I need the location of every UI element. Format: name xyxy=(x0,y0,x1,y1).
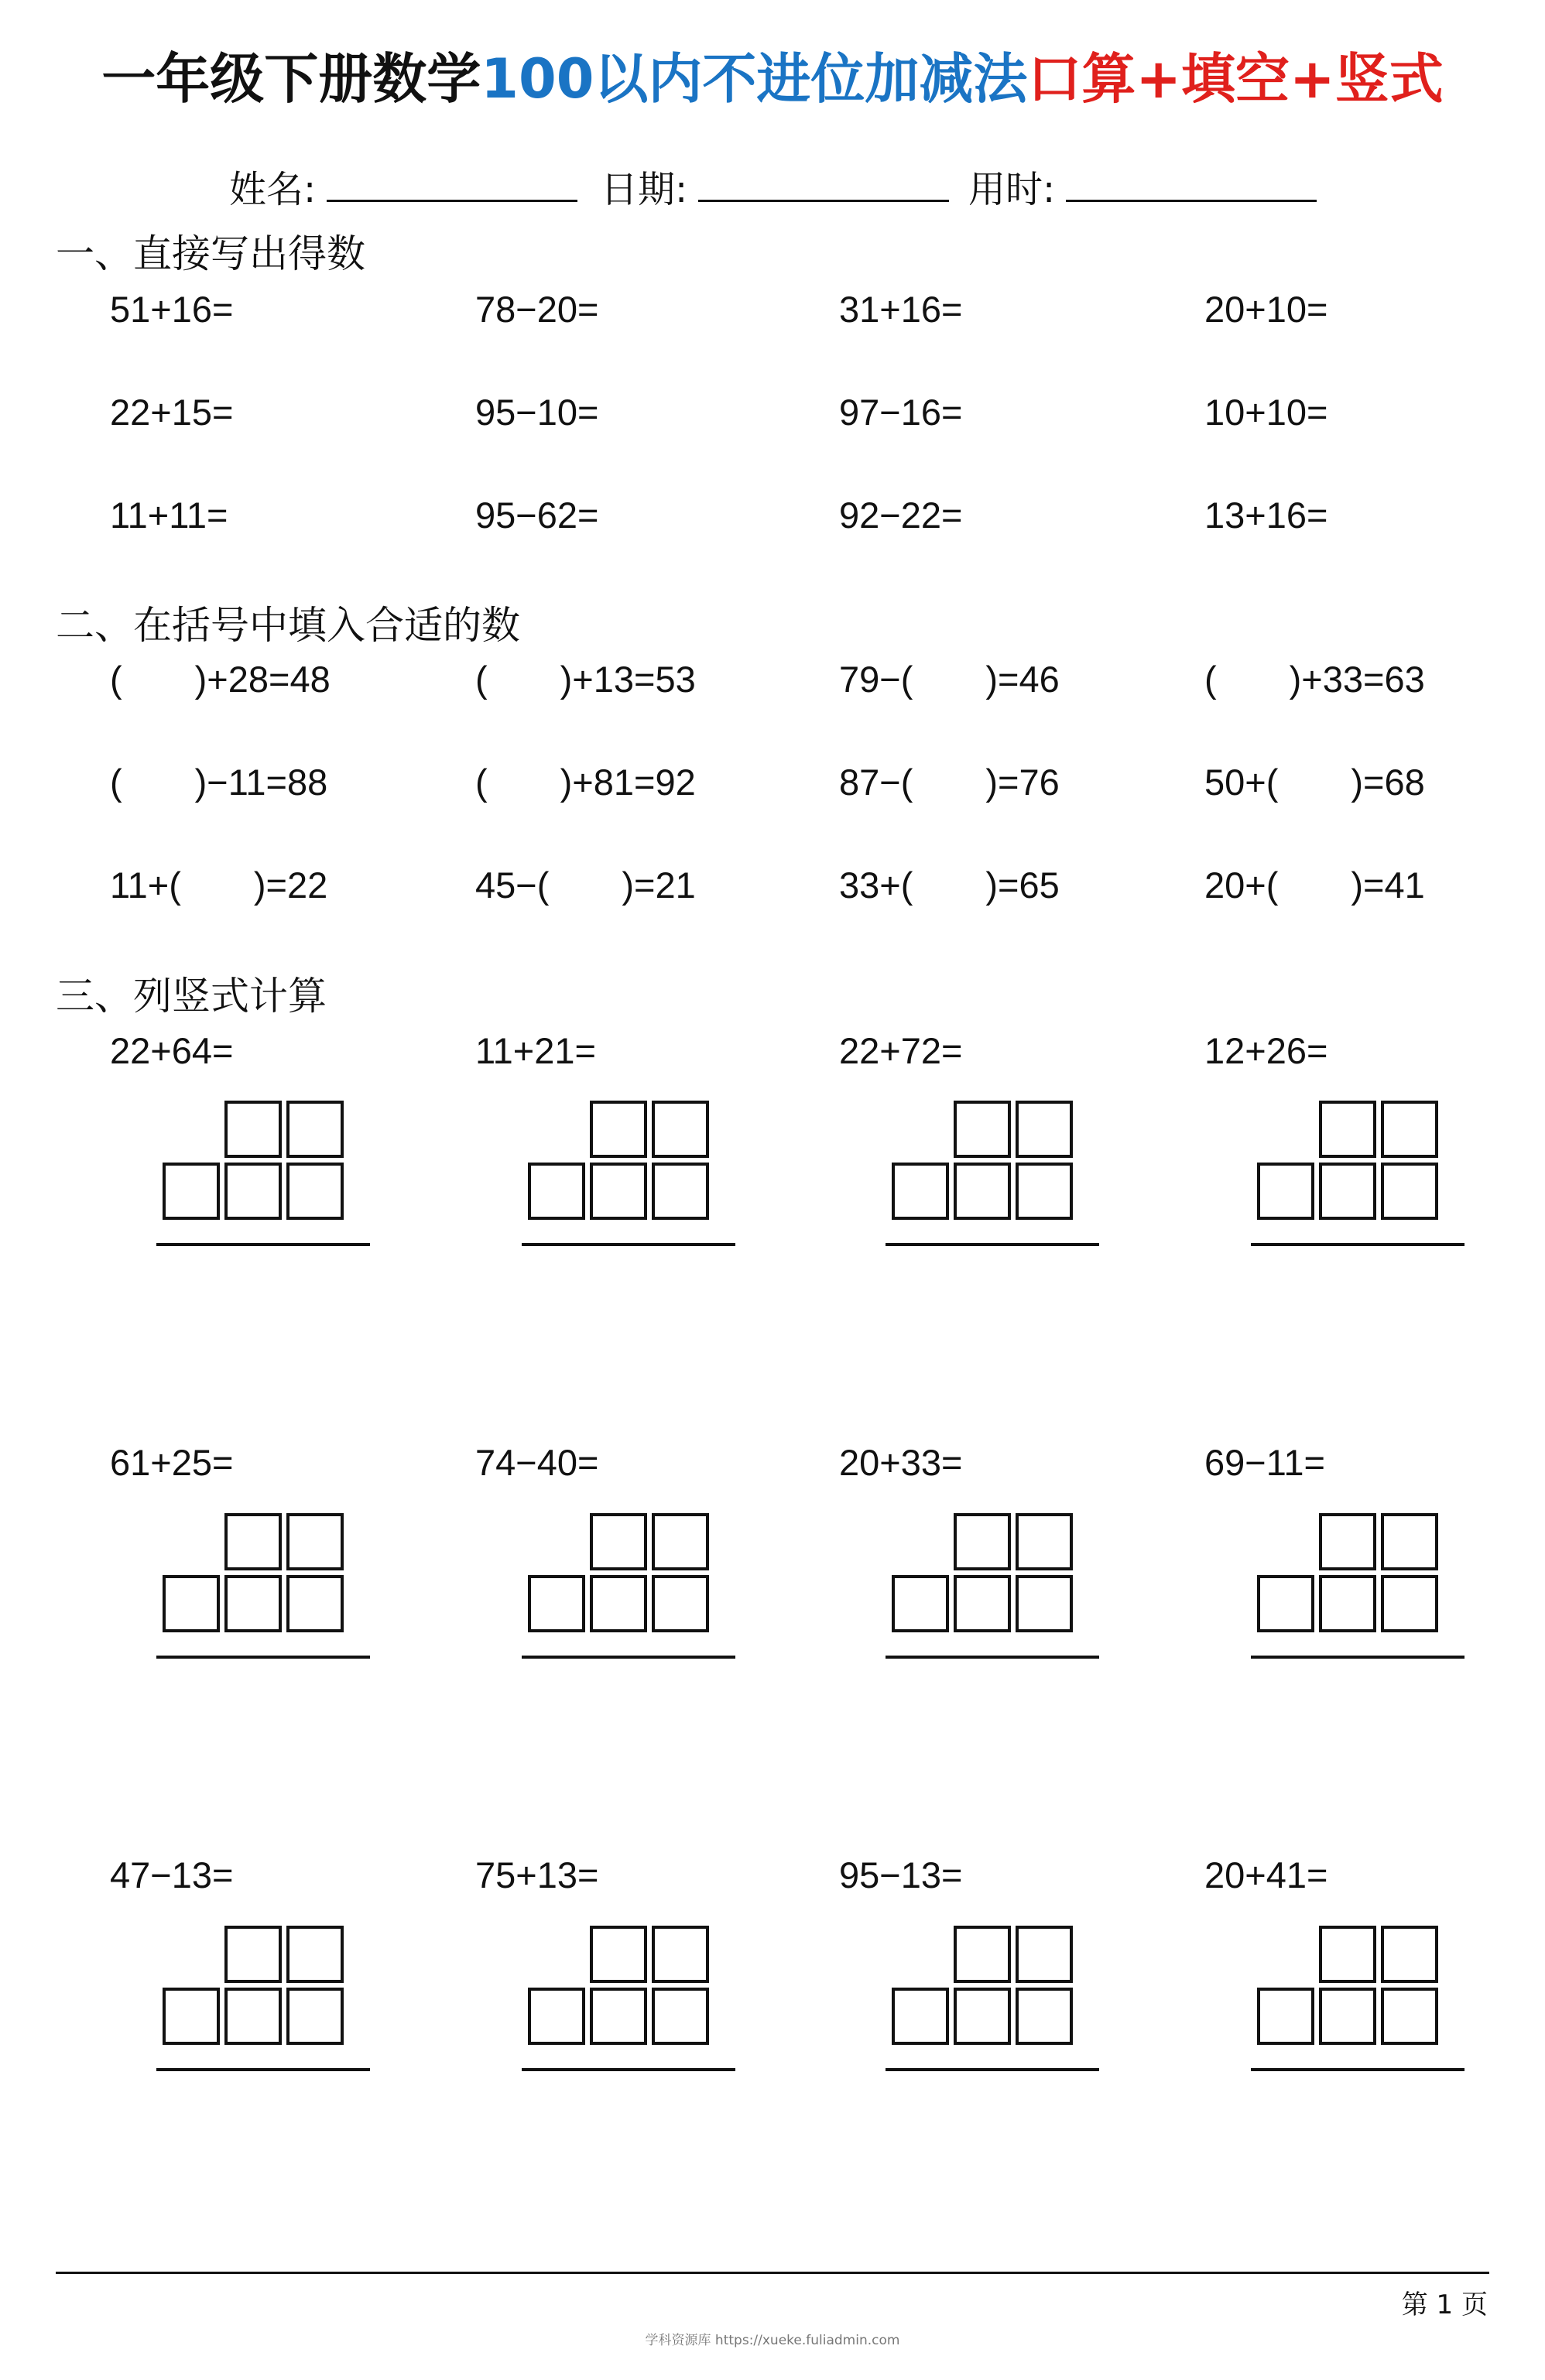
answer-box[interactable] xyxy=(528,1988,585,2045)
answer-box[interactable] xyxy=(1016,1988,1073,2045)
time-field[interactable] xyxy=(968,159,1317,217)
oral-problem: 20+10= xyxy=(1204,289,1328,330)
oral-problem: 92−22= xyxy=(839,495,963,536)
answer-box[interactable] xyxy=(224,1513,282,1570)
fill-blank-problem[interactable]: 79−( )=46 xyxy=(839,659,1060,700)
answer-box[interactable] xyxy=(1319,1101,1376,1158)
answer-box[interactable] xyxy=(224,1988,282,2045)
name-field[interactable] xyxy=(229,159,577,217)
answer-box[interactable] xyxy=(1319,1926,1376,1983)
vertical-problem: 11+21= xyxy=(475,1030,596,1071)
sum-line xyxy=(522,1656,735,1659)
fill-blank-problem[interactable]: 20+( )=41 xyxy=(1204,865,1425,906)
answer-box[interactable] xyxy=(163,1163,220,1220)
answer-box[interactable] xyxy=(1319,1163,1376,1220)
time-label: 用时: xyxy=(968,168,1056,211)
fill-blank-problem[interactable]: 33+( )=65 xyxy=(839,865,1060,906)
answer-box[interactable] xyxy=(528,1575,585,1632)
answer-box[interactable] xyxy=(590,1575,647,1632)
oral-problem: 11+11= xyxy=(110,495,228,536)
oral-problem: 13+16= xyxy=(1204,495,1328,536)
fill-blank-problem[interactable]: ( )+33=63 xyxy=(1204,659,1425,700)
date-blank-line[interactable] xyxy=(698,159,949,202)
answer-box[interactable] xyxy=(286,1163,344,1220)
answer-box[interactable] xyxy=(1381,1163,1438,1220)
answer-box[interactable] xyxy=(1016,1101,1073,1158)
time-blank-line[interactable] xyxy=(1066,159,1317,202)
answer-box[interactable] xyxy=(954,1926,1011,1983)
answer-box[interactable] xyxy=(163,1988,220,2045)
section-1-title: 一、直接写出得数 xyxy=(56,231,365,276)
fill-blank-problem[interactable]: 11+( )=22 xyxy=(110,865,328,906)
vertical-calc-grid xyxy=(522,1101,738,1263)
oral-problem: 95−10= xyxy=(475,392,599,433)
answer-box[interactable] xyxy=(1381,1575,1438,1632)
section-2-title: 二、在括号中填入合适的数 xyxy=(56,603,520,648)
vertical-problem: 74−40= xyxy=(475,1442,599,1483)
answer-box[interactable] xyxy=(954,1513,1011,1570)
answer-box[interactable] xyxy=(286,1513,344,1570)
answer-box[interactable] xyxy=(1381,1101,1438,1158)
answer-box[interactable] xyxy=(652,1163,709,1220)
sum-line xyxy=(156,1243,370,1246)
answer-box[interactable] xyxy=(1257,1988,1314,2045)
vertical-problem: 69−11= xyxy=(1204,1442,1325,1483)
vertical-problem: 47−13= xyxy=(110,1854,234,1895)
answer-box[interactable] xyxy=(892,1988,949,2045)
fill-blank-problem[interactable]: 50+( )=68 xyxy=(1204,762,1425,803)
answer-box[interactable] xyxy=(528,1163,585,1220)
title-part-grade: 一年级下册数学 xyxy=(101,47,481,111)
fill-blank-problem[interactable]: 45−( )=21 xyxy=(475,865,696,906)
answer-box[interactable] xyxy=(954,1575,1011,1632)
answer-box[interactable] xyxy=(1016,1163,1073,1220)
vertical-problem: 20+33= xyxy=(839,1442,963,1483)
student-info-row xyxy=(229,159,1328,215)
vertical-problem: 20+41= xyxy=(1204,1854,1328,1895)
vertical-calc-grid xyxy=(886,1101,1102,1263)
answer-box[interactable] xyxy=(590,1513,647,1570)
answer-box[interactable] xyxy=(590,1101,647,1158)
answer-box[interactable] xyxy=(224,1163,282,1220)
oral-problem: 22+15= xyxy=(110,392,234,433)
title-part-types: 口算+填空+竖式 xyxy=(1027,47,1444,111)
vertical-problem: 95−13= xyxy=(839,1854,963,1895)
answer-box[interactable] xyxy=(1381,1988,1438,2045)
footer-source-text: 学科资源库 https://xueke.fuliadmin.com xyxy=(645,2333,900,2348)
fill-blank-problem[interactable]: ( )−11=88 xyxy=(110,762,328,803)
oral-problem: 51+16= xyxy=(110,289,234,330)
answer-box[interactable] xyxy=(286,1575,344,1632)
answer-box[interactable] xyxy=(652,1575,709,1632)
answer-box[interactable] xyxy=(590,1988,647,2045)
sum-line xyxy=(522,2068,735,2071)
sum-line xyxy=(1251,1243,1464,1246)
sum-line xyxy=(522,1243,735,1246)
answer-box[interactable] xyxy=(892,1575,949,1632)
vertical-calc-grid xyxy=(156,1101,373,1263)
answer-box[interactable] xyxy=(1381,1513,1438,1570)
page-bottom-divider xyxy=(56,2272,1489,2274)
date-label: 日期: xyxy=(601,168,688,211)
answer-box[interactable] xyxy=(954,1988,1011,2045)
answer-box[interactable] xyxy=(286,1926,344,1983)
oral-problem: 10+10= xyxy=(1204,392,1328,433)
answer-box[interactable] xyxy=(954,1163,1011,1220)
vertical-calc-grid xyxy=(1251,1926,1468,2088)
sum-line xyxy=(886,1656,1099,1659)
fill-blank-problem[interactable]: ( )+13=53 xyxy=(475,659,696,700)
vertical-calc-grid xyxy=(156,1513,373,1676)
vertical-problem: 75+13= xyxy=(475,1854,599,1895)
answer-box[interactable] xyxy=(1016,1926,1073,1983)
answer-box[interactable] xyxy=(590,1926,647,1983)
vertical-problem: 22+72= xyxy=(839,1030,963,1071)
answer-box[interactable] xyxy=(954,1101,1011,1158)
fill-blank-problem[interactable]: ( )+28=48 xyxy=(110,659,331,700)
answer-box[interactable] xyxy=(1319,1988,1376,2045)
date-field[interactable] xyxy=(601,159,949,217)
answer-box[interactable] xyxy=(892,1163,949,1220)
vertical-calc-grid xyxy=(1251,1513,1468,1676)
answer-box[interactable] xyxy=(1257,1163,1314,1220)
oral-problem: 31+16= xyxy=(839,289,963,330)
worksheet-title xyxy=(0,40,1545,118)
oral-problem: 78−20= xyxy=(475,289,599,330)
answer-box[interactable] xyxy=(163,1575,220,1632)
vertical-calc-grid xyxy=(1251,1101,1468,1263)
name-label: 姓名: xyxy=(229,168,317,211)
sum-line xyxy=(1251,2068,1464,2071)
answer-box[interactable] xyxy=(1381,1926,1438,1983)
title-part-topic: 100以内不进位加减法 xyxy=(481,47,1028,111)
answer-box[interactable] xyxy=(590,1163,647,1220)
sum-line xyxy=(886,1243,1099,1246)
vertical-calc-grid xyxy=(886,1513,1102,1676)
answer-box[interactable] xyxy=(1016,1513,1073,1570)
fill-blank-problem[interactable]: 87−( )=76 xyxy=(839,762,1060,803)
fill-blank-problem[interactable]: ( )+81=92 xyxy=(475,762,696,803)
answer-box[interactable] xyxy=(224,1926,282,1983)
answer-box[interactable] xyxy=(652,1988,709,2045)
section-3-title: 三、列竖式计算 xyxy=(56,974,327,1019)
vertical-calc-grid xyxy=(522,1926,738,2088)
answer-box[interactable] xyxy=(286,1988,344,2045)
vertical-calc-grid xyxy=(156,1926,373,2088)
answer-box[interactable] xyxy=(1319,1575,1376,1632)
sum-line xyxy=(886,2068,1099,2071)
sum-line xyxy=(156,2068,370,2071)
answer-box[interactable] xyxy=(1016,1575,1073,1632)
answer-box[interactable] xyxy=(652,1101,709,1158)
vertical-calc-grid xyxy=(886,1926,1102,2088)
vertical-problem: 22+64= xyxy=(110,1030,234,1071)
page-number: 第 1 页 xyxy=(1401,2289,1488,2320)
answer-box[interactable] xyxy=(224,1575,282,1632)
answer-box[interactable] xyxy=(1257,1575,1314,1632)
answer-box[interactable] xyxy=(286,1101,344,1158)
sum-line xyxy=(156,1656,370,1659)
answer-box[interactable] xyxy=(652,1513,709,1570)
vertical-problem: 61+25= xyxy=(110,1442,234,1483)
answer-box[interactable] xyxy=(224,1101,282,1158)
oral-problem: 95−62= xyxy=(475,495,599,536)
answer-box[interactable] xyxy=(652,1926,709,1983)
vertical-problem: 12+26= xyxy=(1204,1030,1328,1071)
vertical-calc-grid xyxy=(522,1513,738,1676)
name-blank-line[interactable] xyxy=(327,159,577,202)
sum-line xyxy=(1251,1656,1464,1659)
answer-box[interactable] xyxy=(1319,1513,1376,1570)
oral-problem: 97−16= xyxy=(839,392,963,433)
